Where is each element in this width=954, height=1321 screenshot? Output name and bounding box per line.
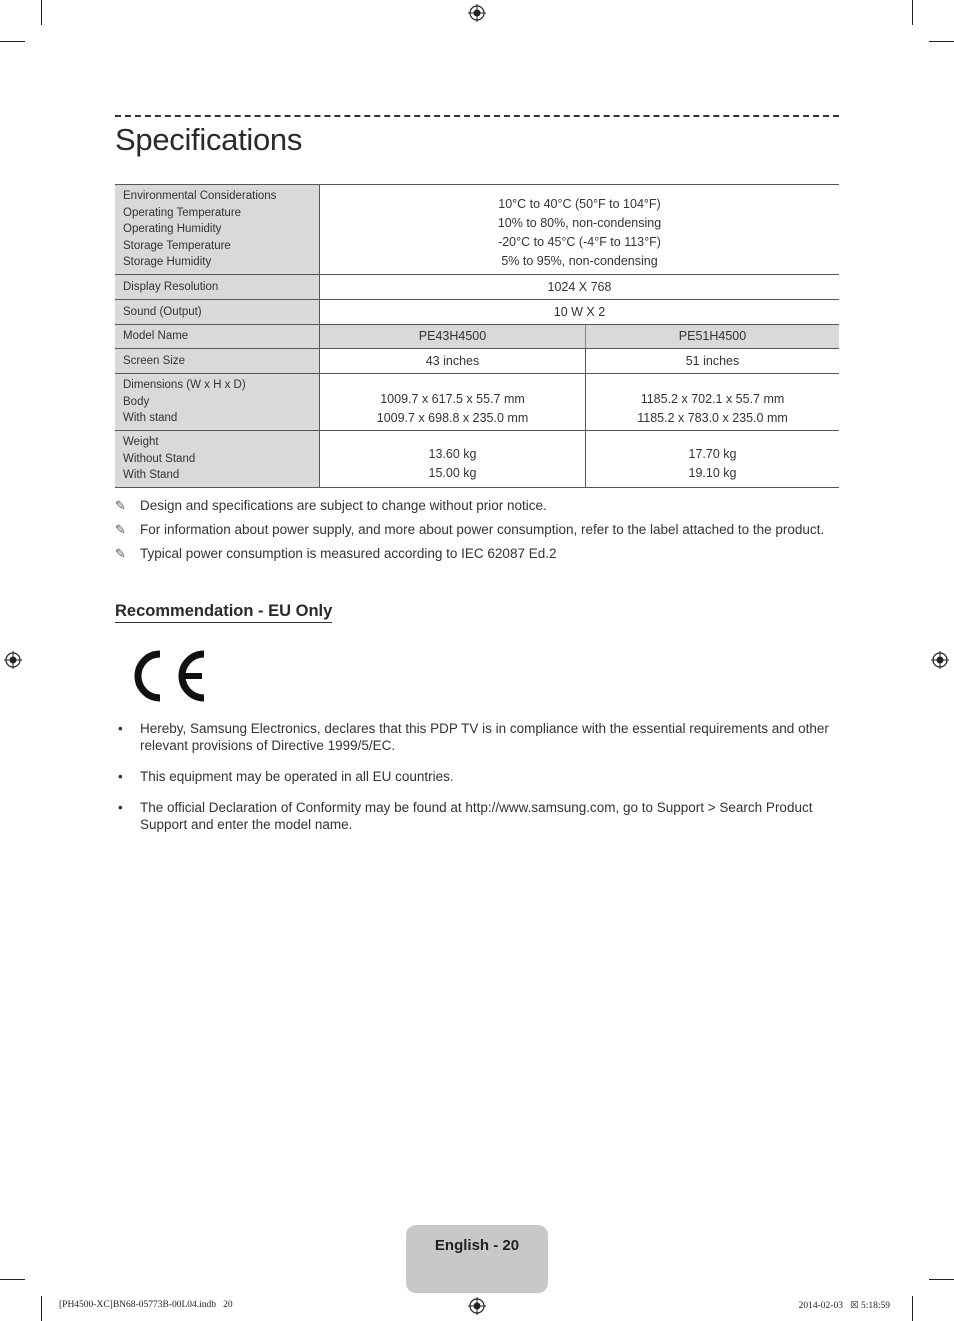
list-item: • This equipment may be operated in all EU countries.	[115, 768, 839, 785]
registration-mark-icon	[4, 651, 22, 669]
page-title: Specifications	[115, 122, 303, 157]
crop-mark	[912, 0, 913, 25]
row-label-display-resolution: Display Resolution	[115, 275, 320, 300]
dimensions-model-2: 1185.2 x 702.1 x 55.7 mm 1185.2 x 783.0 x 235.0 mm	[586, 374, 840, 431]
compliance-bullets	[115, 720, 839, 847]
bullet-glyph: •	[118, 800, 123, 815]
registration-mark-icon	[468, 4, 486, 22]
ce-mark-icon	[130, 648, 210, 704]
row-label-weight: Weight Without Stand With Stand	[115, 431, 320, 488]
weight-model-2: 17.70 kg 19.10 kg	[586, 431, 840, 488]
row-label-dimensions: Dimensions (W x H x D) Body With stand	[115, 374, 320, 431]
registration-mark-icon	[468, 1297, 486, 1315]
list-item: • The official Declaration of Conformity may be found at http://www.samsung.com, go to Support > Search Product Support and enter the model name.	[115, 799, 839, 833]
crop-mark	[929, 41, 954, 42]
pencil-note-icon: ✎	[115, 546, 126, 561]
title-dashed-rule	[115, 115, 839, 117]
crop-mark	[0, 1279, 25, 1280]
model-name-2: PE51H4500	[586, 325, 840, 349]
bullet-glyph: •	[118, 769, 123, 784]
crop-mark	[41, 1296, 42, 1321]
bullet-glyph: •	[118, 721, 123, 736]
notes-list	[115, 497, 839, 569]
table-row	[115, 349, 839, 374]
environment-values: 10°C to 40°C (50°F to 104°F) 10% to 80%, non-condensing -20°C to 45°C (-4°F to 113°F) 5% to 95%, non-condensing	[320, 185, 840, 275]
pencil-note-icon: ✎	[115, 522, 126, 537]
table-row	[115, 431, 839, 488]
row-label-screen-size: Screen Size	[115, 349, 320, 374]
crop-mark	[41, 0, 42, 25]
note-item: ✎ Design and specifications are subject to change without prior notice.	[115, 498, 547, 513]
pencil-note-icon: ✎	[115, 498, 126, 513]
table-row	[115, 275, 839, 300]
page-number-label: English - 20	[434, 1237, 520, 1254]
note-item: ✎ For information about power supply, and more about power consumption, refer to the label attached to the product.	[115, 522, 825, 537]
page-number-badge	[406, 1225, 548, 1293]
screen-size-2: 51 inches	[586, 349, 840, 374]
section-heading: Recommendation - EU Only	[115, 602, 332, 623]
sound-output-value: 10 W X 2	[320, 300, 840, 325]
row-label-sound-output: Sound (Output)	[115, 300, 320, 325]
table-row	[115, 300, 839, 325]
crop-mark	[929, 1279, 954, 1280]
print-slug-left: [PH4500-XC]BN68-05773B-00L04.indb 20	[59, 1300, 233, 1310]
model-name-1: PE43H4500	[320, 325, 586, 349]
crop-mark	[0, 41, 25, 42]
registration-mark-icon	[931, 651, 949, 669]
specifications-table	[115, 184, 839, 488]
row-label-environment: Environmental Considerations Operating Temperature Operating Humidity Storage Temperature Storage Humidity	[115, 185, 320, 275]
dimensions-model-1: 1009.7 x 617.5 x 55.7 mm 1009.7 x 698.8 x 235.0 mm	[320, 374, 586, 431]
crop-mark	[912, 1296, 913, 1321]
table-row	[115, 374, 839, 431]
display-resolution-value: 1024 X 768	[320, 275, 840, 300]
row-label-model-name: Model Name	[115, 325, 320, 349]
table-row	[115, 325, 839, 349]
screen-size-1: 43 inches	[320, 349, 586, 374]
list-item: • Hereby, Samsung Electronics, declares that this PDP TV is in compliance with the essential requirements and other relevant provisions of Directive 1999/5/EC.	[115, 720, 839, 754]
weight-model-1: 13.60 kg 15.00 kg	[320, 431, 586, 488]
print-slug-right: 2014-02-03 ☒ 5:18:59	[798, 1301, 890, 1311]
note-item: ✎ Typical power consumption is measured according to IEC 62087 Ed.2	[115, 546, 557, 561]
table-row	[115, 185, 839, 275]
